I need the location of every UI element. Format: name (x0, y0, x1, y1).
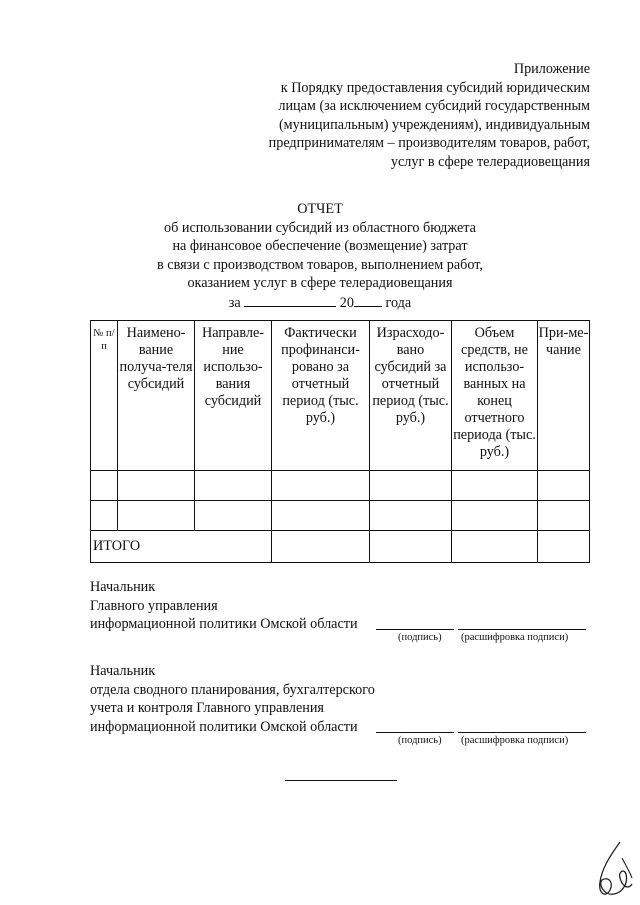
signer-line: информационной политики Омской области (90, 718, 358, 735)
col-header-number: № п/п (91, 321, 118, 471)
signature-block-department (90, 662, 375, 736)
appendix-line: Приложение (513, 61, 590, 77)
total-cell[interactable] (452, 531, 538, 563)
title-line: об использовании субсидий из областного бюджета (164, 219, 476, 236)
total-cell[interactable] (538, 531, 590, 563)
col-header-direction: Направле-ние использо-вания субсидий (195, 321, 272, 471)
title-line: оказанием услуг в сфере телерадиовещания (187, 275, 453, 292)
appendix-line: лицам (за исключением субсидий государственным (278, 98, 590, 114)
signature-decode-field[interactable] (458, 629, 586, 630)
signer-line: Начальник (90, 663, 156, 679)
end-divider (285, 780, 397, 781)
table-row (91, 471, 590, 501)
total-cell[interactable] (272, 531, 370, 563)
total-cell[interactable] (370, 531, 452, 563)
table-cell[interactable] (91, 501, 118, 531)
col-header-note: При-ме-чание (538, 321, 590, 471)
table-cell[interactable] (91, 471, 118, 501)
table-cell[interactable] (195, 501, 272, 531)
period-year-blank[interactable] (354, 293, 382, 307)
report-period (0, 293, 640, 313)
caption-signature: (подпись) (398, 735, 442, 746)
table-cell[interactable] (195, 471, 272, 501)
signer-line: учета и контроля Главного управления (90, 700, 324, 717)
report-table (90, 320, 590, 563)
signer-line: Начальник (90, 579, 156, 595)
caption-decode: (расшифровка подписи) (461, 735, 569, 746)
signature-decode-field[interactable] (458, 732, 586, 733)
table-row (91, 501, 590, 531)
appendix-line: предпринимателям – производителям товаров, работ, (268, 135, 590, 151)
signature-field[interactable] (376, 732, 454, 733)
signer-line: отдела сводного планирования, бухгалтерского (90, 681, 375, 698)
period-year: 20 (339, 294, 354, 311)
col-header-recipient: Наимено-вание получа-теля субсидий (118, 321, 195, 471)
appendix-line: к Порядку предоставления субсидий юридическим (280, 79, 590, 96)
period-prefix: за (228, 294, 241, 311)
col-header-unused: Объем средств, не использо-ванных на конец отчетного периода (тыс. руб.) (452, 321, 538, 471)
caption-signature: (подпись) (398, 632, 442, 643)
appendix-note (190, 60, 590, 171)
table-cell[interactable] (370, 501, 452, 531)
table-cell[interactable] (538, 501, 590, 531)
signer-line: Главного управления (90, 597, 218, 614)
caption-decode: (расшифровка подписи) (461, 632, 569, 643)
table-cell[interactable] (370, 471, 452, 501)
appendix-line: (муниципальным) учреждениям), индивидуальным (278, 116, 590, 133)
col-header-spent: Израсходо-вано субсидий за отчетный период (тыс. руб.) (370, 321, 452, 471)
title-line: в связи с производством товаров, выполнением работ, (157, 256, 483, 273)
table-cell[interactable] (452, 501, 538, 531)
appendix-line: услуг в сфере телерадиовещания (390, 153, 590, 170)
table-cell[interactable] (118, 471, 195, 501)
total-row (91, 531, 590, 563)
table-cell[interactable] (452, 471, 538, 501)
table-cell[interactable] (272, 471, 370, 501)
period-date-blank[interactable] (244, 293, 336, 307)
table-cell[interactable] (118, 501, 195, 531)
title-line: на финансовое обеспечение (возмещение) затрат (172, 238, 468, 255)
signature-field[interactable] (376, 629, 454, 630)
table-cell[interactable] (538, 471, 590, 501)
total-label: ИТОГО (91, 531, 272, 563)
report-title (0, 200, 640, 313)
period-suffix: года (385, 294, 412, 311)
handwritten-initials (592, 838, 636, 902)
report-heading: ОТЧЕТ (297, 201, 343, 217)
signature-block-head (90, 578, 358, 634)
col-header-financed: Фактически профинанси-ровано за отчетный период (тыс. руб.) (272, 321, 370, 471)
signer-line: информационной политики Омской области (90, 616, 358, 633)
table-cell[interactable] (272, 501, 370, 531)
